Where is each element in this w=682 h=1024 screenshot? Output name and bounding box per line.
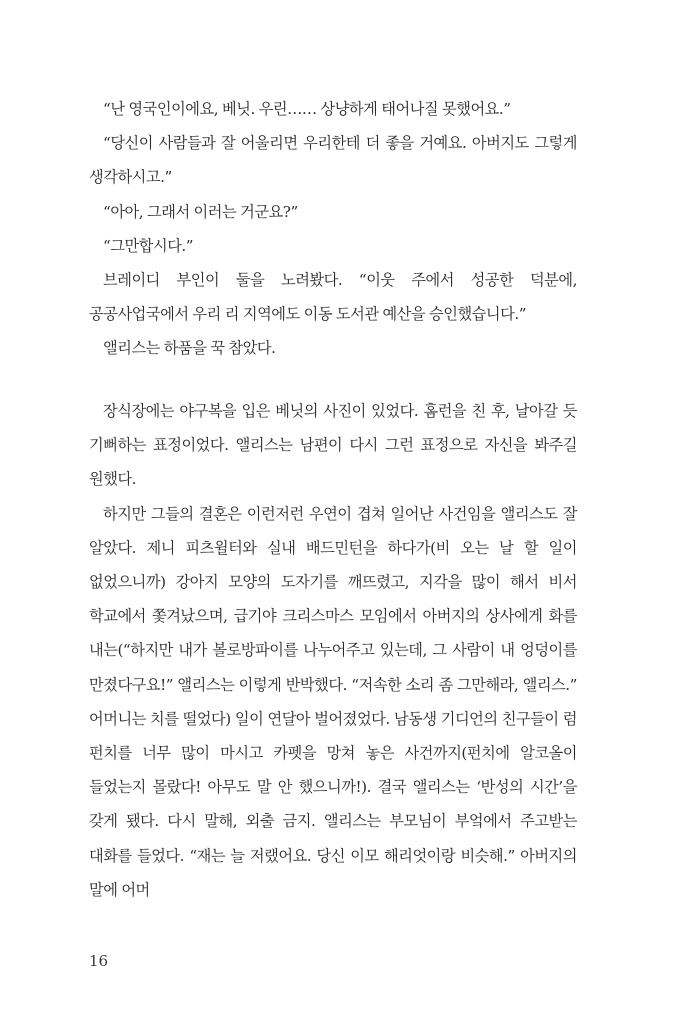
paragraph: 브레이디 부인이 둘을 노려봤다. “이웃 주에서 성공한 덕분에, 공공사업국에서 우리 리 지역에도 이동 도서관 예산을 승인했습니다.” <box>89 271 577 324</box>
text-section-narrative <box>89 394 577 907</box>
text-section-dialogue <box>89 92 577 366</box>
paragraph: 하지만 그들의 결혼은 이런저런 우연이 겹쳐 일어난 사건임을 앨리스도 잘 알았다. 제니 피츠윌터와 실내 배드민턴을 하다가(비 오는 날 할 일이 없었으니까) 강아지 모양의 도자기를 깨뜨렸고, 지각을 많이 해서 비서 학교에서 쫓겨났으며, 급기야 크리스마스 모임에서 아버지의 상사에게 화를 내는(“하지만 내가 볼로방파이를 나누어주고 있는데, 그 사람이 내 엉덩이를 만졌다구요!” 앨리스는 이렇게 반박했다. “저속한 소리 좀 그만해라, 앨리스.” 어머니는 치를 떨었다) 일이 연달아 벌어졌었다. 남동생 기디언의 친구들이 럼 펀치를 너무 많이 마시고 카펫을 망쳐 놓은 사건까지(펀치에 알코올이 들었는지 몰랐다! 아무도 말 안 했으니까!). 결국 앨리스는 ‘반성의 시간’을 갖게 됐다. 다시 말해, 외출 금지. 앨리스는 부모님이 부엌에서 주고받는 대화를 들었다. “재는 늘 저랬어요. 당신 이모 해리엇이랑 비슷해.” 아버지의 말에 어머 <box>89 504 577 899</box>
paragraph: 장식장에는 야구복을 입은 베닛의 사진이 있었다. 홈런을 친 후, 날아갈 듯 기뻐하는 표정이었다. 앨리스는 남편이 다시 그런 표정으로 자신을 봐주길 원했다. <box>89 402 577 489</box>
paragraph: “그만합시다.” <box>103 236 194 255</box>
paragraph: “당신이 사람들과 잘 어울리면 우리한테 더 좋을 거예요. 아버지도 그렇게 생각하시고.” <box>89 134 577 187</box>
paragraph: “아아, 그래서 이러는 거군요?” <box>103 202 298 221</box>
page-number: 16 <box>89 952 109 970</box>
paragraph: 앨리스는 하품을 꾹 참았다. <box>103 339 276 358</box>
paragraph: “난 영국인이에요, 베닛. 우린…… 상냥하게 태어나질 못했어요.” <box>103 100 511 118</box>
